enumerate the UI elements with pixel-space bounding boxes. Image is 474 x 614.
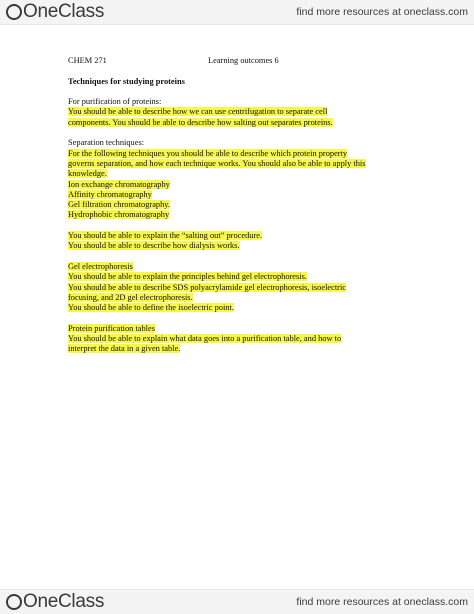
gel-heading: Gel electrophoresis xyxy=(68,261,133,271)
logo-ring-icon xyxy=(6,594,22,610)
tables-heading: Protein purification tables xyxy=(68,323,155,333)
brand-name-footer: OneClass xyxy=(23,591,105,612)
document-title: Techniques for studying proteins xyxy=(68,76,185,86)
technique-gel-filtration: Gel filtration chromatography. xyxy=(68,200,171,210)
footer-tagline[interactable]: find more resources at oneclass.com xyxy=(296,596,468,608)
dialysis-line: You should be able to describe how dialysis works. xyxy=(68,241,240,251)
technique-ion-exchange: Ion exchange chromatography xyxy=(68,179,170,189)
oneclass-logo[interactable] xyxy=(6,1,104,23)
salting-line: You should be able to explain the “salting out” procedure. xyxy=(68,231,263,241)
header-bar xyxy=(0,0,474,25)
separation-heading: Separation techniques: xyxy=(68,138,145,148)
purification-line: components. You should be able to describe how salting out separates proteins. xyxy=(68,117,333,127)
separation-line: governs separation, and how each technique works. You should also be able to apply this xyxy=(68,158,366,168)
logo-ring-icon xyxy=(6,4,22,20)
tables-line: interpret the data in a given table. xyxy=(68,344,181,354)
separation-line: For the following techniques you should be able to describe which protein property xyxy=(68,148,348,158)
technique-affinity: Affinity chromatography xyxy=(68,189,152,199)
oneclass-logo-footer[interactable] xyxy=(6,591,104,613)
course-code: CHEM 271 xyxy=(68,56,107,65)
document-header xyxy=(68,56,428,66)
gel-line: You should be able to describe SDS polyacrylamide gel electrophoresis, isoelectric xyxy=(68,282,347,292)
footer-bar xyxy=(0,589,474,614)
purification-line: You should be able to describe how we can use centrifugation to separate cell xyxy=(68,107,328,117)
brand-name: OneClass xyxy=(23,1,105,22)
gel-line: You should be able to explain the principles behind gel electrophoresis. xyxy=(68,272,307,282)
technique-hydrophobic: Hydrophobic chromatography xyxy=(68,210,170,220)
gel-line: You should be able to define the isoelectric point. xyxy=(68,303,234,313)
learning-outcomes-label: Learning outcomes 6 xyxy=(208,56,279,65)
separation-line: knowledge. xyxy=(68,169,107,179)
purification-heading: For purification of proteins: xyxy=(68,97,162,107)
document-page xyxy=(68,56,428,355)
header-tagline[interactable]: find more resources at oneclass.com xyxy=(296,6,468,18)
gel-line: focusing, and 2D gel electrophoresis. xyxy=(68,292,193,302)
tables-line: You should be able to explain what data goes into a purification table, and how to xyxy=(68,334,342,344)
